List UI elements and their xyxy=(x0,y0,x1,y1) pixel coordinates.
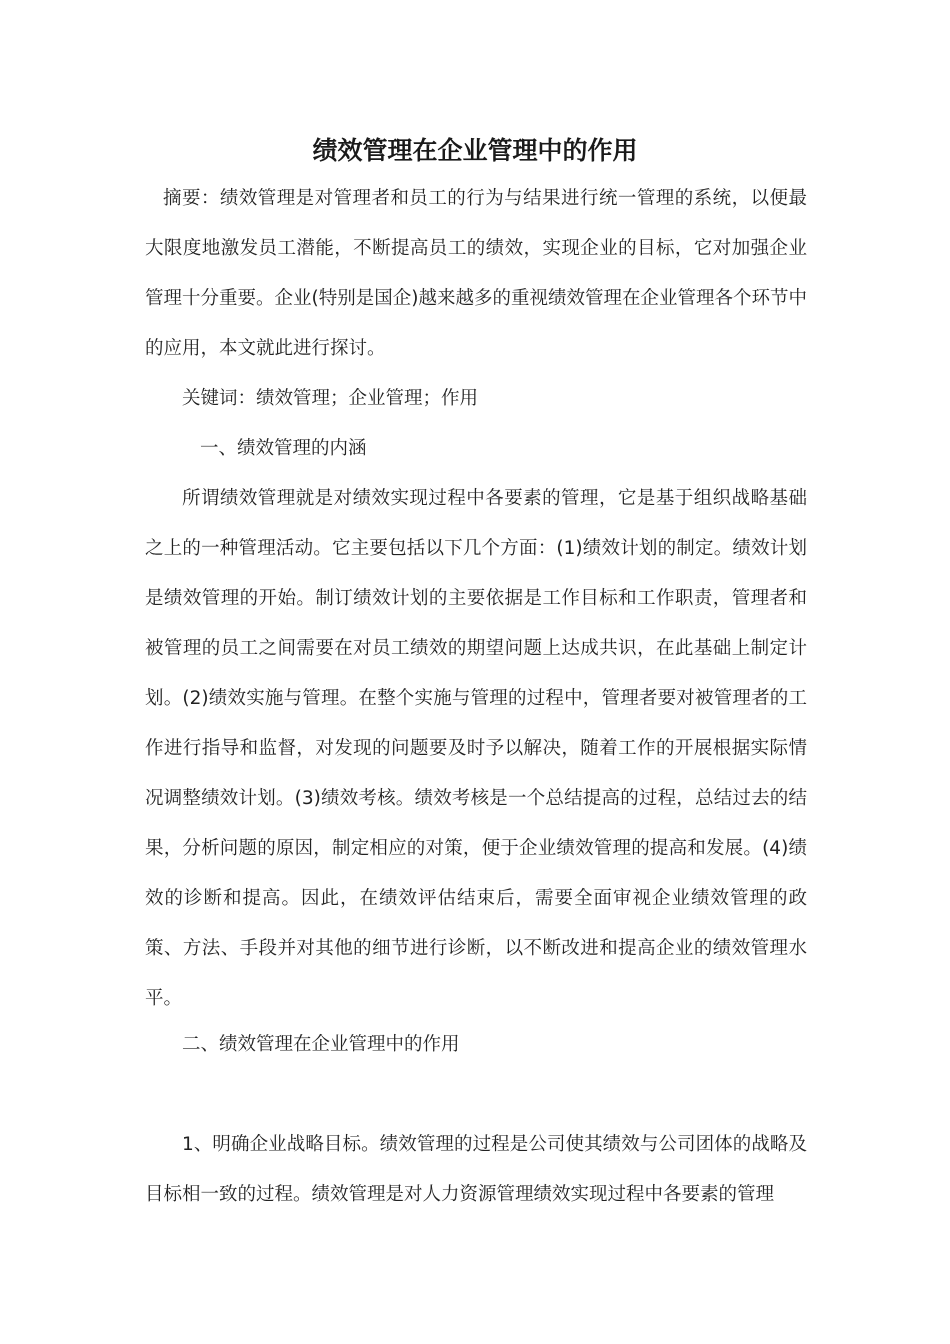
section-2-heading: 二、绩效管理在企业管理中的作用 xyxy=(182,1034,460,1055)
section-1-heading: 一、绩效管理的内涵 xyxy=(200,438,367,459)
document-title: 绩效管理在企业管理中的作用 xyxy=(312,136,638,165)
abstract-paragraph: 摘要：绩效管理是对管理者和员工的行为与结果进行统一管理的系统，以便最大限度地激发员工潜能，不断提高员工的绩效，实现企业的目标，它对加强企业管理十分重要。企业(特别是国企)越来越多的重视绩效管理在企业管理各个环节中的应用，本文就此进行探讨。 xyxy=(145,188,807,359)
section-2-body: 1、明确企业战略目标。绩效管理的过程是公司使其绩效与公司团体的战略及目标相一致的过程。绩效管理是对人力资源管理绩效实现过程中各要素的管理 xyxy=(145,1134,807,1205)
section-1-body: 所谓绩效管理就是对绩效实现过程中各要素的管理，它是基于组织战略基础之上的一种管理活动。它主要包括以下几个方面：(1)绩效计划的制定。绩效计划是绩效管理的开始。制订绩效计划的主要依据是工作目标和工作职责，管理者和被管理的员工之间需要在对员工绩效的期望问题上达成共识，在此基础上制定计划。(2)绩效实施与管理。在整个实施与管理的过程中，管理者要对被管理者的工作进行指导和监督，对发现的问题要及时予以解决，随着工作的开展根据实际情况调整绩效计划。(3)绩效考核。绩效考核是一个总结提高的过程，总结过去的结果，分析问题的原因，制定相应的对策，便于企业绩效管理的提高和发展。(4)绩效的诊断和提高。因此，在绩效评估结束后，需要全面审视企业绩效管理的政策、方法、手段并对其他的细节进行诊断，以不断改进和提高企业的绩效管理水平。 xyxy=(145,488,807,1009)
keywords-line: 关键词：绩效管理；企业管理；作用 xyxy=(182,388,479,409)
